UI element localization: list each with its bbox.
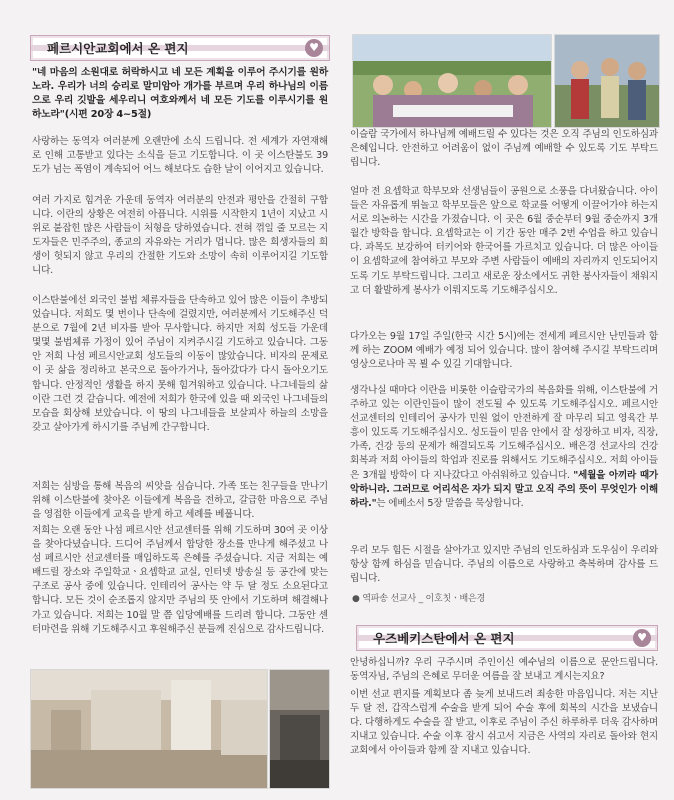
paragraph-3: 이스탄불에선 외국인 불법 체류자들을 단속하고 있어 많은 이들이 추방되었습니다. 저희도 몇 번이나 단속에 걸렸지만, 여러분께서 기도해주신 덕분으로 7월에 2년 비자를 받아 무사합니다. 하지만 저희 성도들 가운데 몇몇 불법체류 가정이 있어 주님이 지켜주시길 기도하고 있습니다. 그동안 저희 나섬 페르시안교회 성도들의 이동이 많았습니다. 비자의 문제로 이 곳 삶을 정리하고 본국으로 돌아가거나, 돌아갔다가 다시 돌아오기도 합니다. 안정적인 생활을 하지 못해 힘겨워하고 있습니다. 나그네들의 삶이란 그런 것 같습니다. 예전에 저희가 한국에 있을 때 외국인 나그네들의 모습을 회상해 보았습니다. 이 땅의 나그네들을 보살피사 하늘의 소망을 갖고 살아가게 하시기를 주님께 간구합니다.: [32, 295, 328, 433]
missionary-byline: ● 역파송 선교사 _ 이호칫ㆍ배은경: [352, 594, 486, 604]
right-paragraph-1: 이슬람 국가에서 하나님께 예배드릴 수 있다는 것은 오직 주님의 인도하심과 은혜입니다. 안전하고 어려움이 없이 주님께 예배할 수 있도록 기도 부탁드립니다.: [350, 129, 658, 169]
right-paragraph-3: 다가오는 9월 17일 주일(한국 시간 5시)에는 전세계 페르시안 난민들과 함께 하는 ZOOM 예배가 예정 되어 있습니다. 많이 참여해 주시길 부탁드리며 영상으로나마 꼭 뵐 수 있길 기대합니다.: [350, 331, 658, 371]
letter-title-2: 우즈베키스탄에서 온 편지: [373, 631, 515, 646]
paragraph-4: 저희는 심방을 통해 복음의 씨앗을 심습니다. 가족 또는 친구들을 만나기 위해 이스탄불에 찾아온 이들에게 복음을 전하고, 갈급한 마음으로 주님을 영접한 이들에게 교육을 받게 하고 세례를 베풉니다.: [32, 481, 328, 521]
right-paragraph-2: 얼마 전 요셉학교 학부모와 선생님들이 공원으로 소풍을 다녀왔습니다. 아이들은 자유롭게 뛰놀고 학부모들은 앞으로 학교를 어떻게 이끌어가야 하는지 서로 의논하는 시간을 가졌습니다. 이 곳은 6월 중순부터 9월 중순까지 3개월간 방학을 합니다. 요셉학교는 이 기간 동안 매주 2번 수업을 하고 있습니다. 과목도 보강하여 터키어와 한국어를 가르치고 있습니다. 더 많은 아이들이 요셉학교에 참여하고 부모와 주변 사람들이 예배의 자리까지 인도되어지도록 기도 부탁드립니다. 그리고 새로운 장소에서도 귀한 봉사자들이 채워지고 더 활발하게 봉사가 이뤄지도록 기도해주십시오.: [350, 186, 658, 296]
letter-title-box-2: [356, 625, 658, 651]
uzbek-paragraph-1: 안녕하십니까? 우리 구주시며 주인이신 예수님의 이름으로 문안드립니다. 동역자님, 주님의 은혜로 무더운 여름을 잘 보내고 계시는지요?: [350, 657, 658, 683]
scripture-quote: "세월을 아끼라 때가 악하니라. 그러므로 어리석은 자가 되지 말고 오직 주의 뜻이 무엇인가 이해하라.": [350, 469, 658, 509]
prayer-requests: 생각나실 때마다 이란을 비롯한 이슬람국가의 복음화를 위해, 이스탄불에 거주하고 있는 이란인들이 많이 전도될 수 있도록 기도해주십시오. 페르시안 선교센터의 인테리어 공사가 민원 없이 안전하게 잘 마무리 되고 영육간 부흥이 있도록 기도해주십시오. 성도들이 믿음 안에서 잘 성장하고 비자, 직장, 가족, 건강 등의 문제가 해결되도록 기도해주십시오. 배은경 선교사의 건강회복과 저희 아이들의 학업과 진로를 위해서도 기도해주십시오. 저희 아이들은 3개월 방학이 다 지나갔다고 아쉬워하고 있습니다.: [350, 385, 658, 481]
right-paragraph-5: 우리 모두 힘든 시절을 살아가고 있지만 주님의 인도하심과 도우심이 우리와 항상 함께 하심을 믿습니다. 주님의 이름으로 사랑하고 축복하며 감사를 드립니다.: [350, 545, 658, 585]
paragraph-1: 사랑하는 동역자 여러분께 오랜만에 소식 드립니다. 전 세계가 자연재해로 인해 고통받고 있다는 소식을 듣고 기도합니다. 이 곳 이스탄불도 39도가 넘는 폭염이 계속되어 어느 해보다도 습한 날이 이어지고 있습니다.: [32, 136, 328, 176]
paragraph-2: 여러 가지로 힘겨운 가운데 동역자 여러분의 안전과 평안을 간절히 구합니다. 이란의 상황은 여전히 아픕니다. 시위를 시작한지 1년이 지났고 시위로 붙잡힌 많은 사람들이 처형을 당하였습니다. 전혀 꺾일 줄 모르는 지도자들은 민주주의, 종교의 자유와는 거리가 멉니다. 많은 희생자들의 희생이 헛되지 않고 우리의 간절한 기도와 소망이 속히 이루어지길 기도합니다.: [32, 195, 328, 277]
bible-quote: "네 마음의 소원대로 허락하시고 네 모든 계획을 이루어 주시기를 원하노라. 우리가 너의 승리로 말미암아 개가를 부르며 우리 하나님의 이름으로 우리 깃발을 세우리니 여호와께서 네 모든 기도를 이루시기를 원하노라"(시편 20장 4~5절): [32, 67, 328, 121]
worship-photo: [554, 34, 660, 128]
letter-title-box: [30, 35, 330, 61]
letter-title: 페르시안교회에서 온 편지: [47, 41, 189, 56]
uzbek-paragraph-2: 이번 선교 편지를 계획보다 좀 늦게 보내드려 죄송한 마음입니다. 저는 지난 두 달 전, 갑작스럽게 수술을 받게 되어 수술 후에 회복의 시간을 보냈습니다. 다행하게도 수술을 잘 받고, 이후로 주님이 주신 하루하루 더욱 감사하며 지내고 있습니다. 수술 이후 잠시 쉬고서 지금은 사역의 자리로 돌아와 현지 교회에서 아이들과 함께 잘 지내고 있습니다.: [350, 689, 658, 757]
right-paragraph-4: [350, 384, 658, 511]
construction-photo-2: [269, 669, 330, 789]
heart-icon: ♥: [305, 39, 323, 57]
paragraph-5: 저희는 오랜 동안 나섬 페르시안 선교센터를 위해 기도하며 30여 곳 이상을 찾아다녔습니다. 드디어 주님께서 합당한 장소를 만나게 해주셨고 나섬 페르시안 선교센터를 매입하도록 은혜를 주셨습니다. 지금 저희는 예배드릴 장소와 주일학교ㆍ요셉학교 교실, 인터넷 방송실 등 공간에 맞는 구조로 공사 중에 있습니다. 인테리어 공사는 약 두 달 정도 소요된다고 합니다. 모든 것이 순조롭지 않지만 주님의 뜻 안에서 기도하며 해결해나가고 있습니다. 저희는 10월 말 쯤 입당예배를 드리려 합니다. 그동안 센터마련을 위해 기도해주시고 후원해주신 분들께 진심으로 감사드립니다.: [32, 525, 328, 635]
scripture-reference: 는 에베소서 5장 말씀을 묵상합니다.: [376, 497, 524, 509]
heart-icon: ♥: [633, 629, 651, 647]
construction-photo-1: [30, 669, 268, 789]
picnic-photo: [352, 34, 552, 128]
